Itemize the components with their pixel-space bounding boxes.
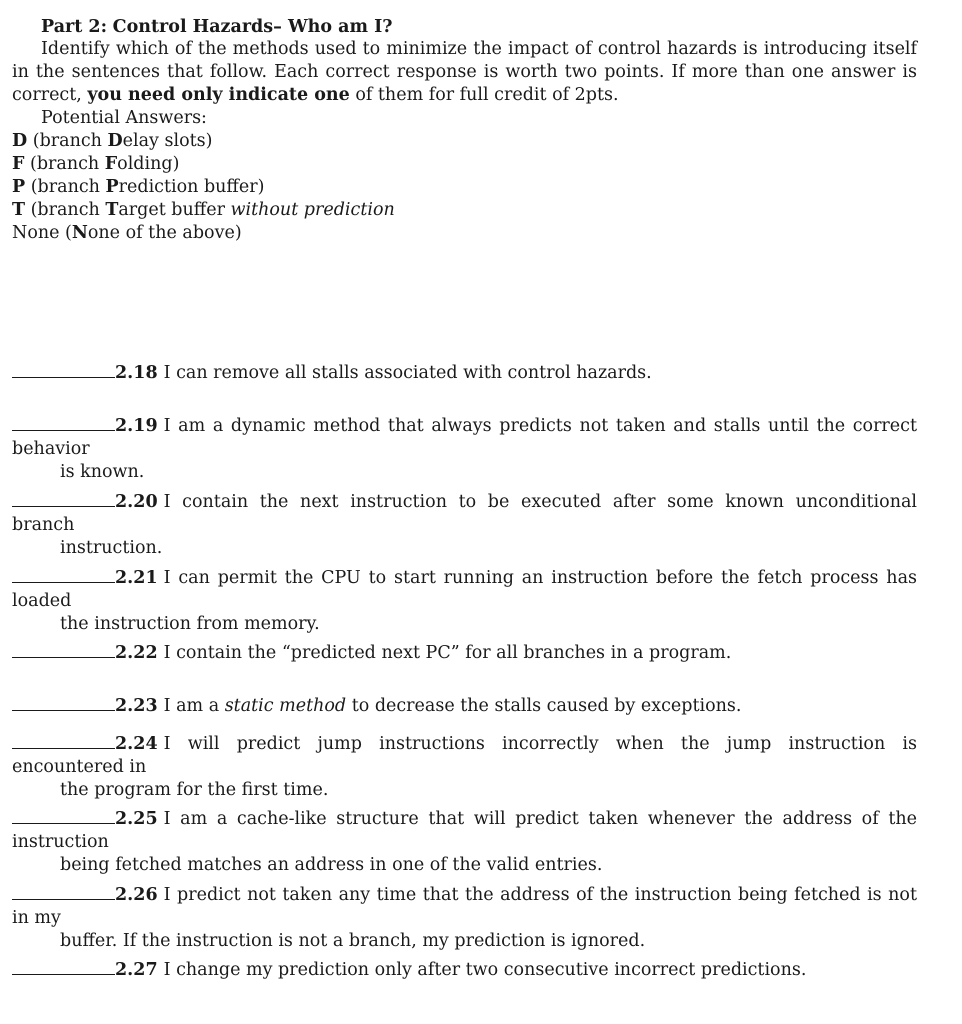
question-2-25 [12, 806, 917, 877]
question-text: to decrease the stalls caused by exceptions. [346, 696, 742, 716]
question-number: 2.21 [115, 568, 158, 588]
answer-initial: N [71, 223, 88, 243]
answer-option-none [12, 222, 917, 245]
question-text-continued: buffer. If the instruction is not a branch, my prediction is ignored. [60, 931, 646, 951]
question-number: 2.26 [115, 885, 158, 905]
question-text: I contain the “predicted next PC” for all branches in a program. [163, 643, 732, 663]
answer-initial: P [105, 177, 119, 197]
answer-blank[interactable] [12, 693, 115, 711]
answer-text: (branch [24, 154, 105, 174]
answer-text: (branch [27, 131, 108, 151]
answer-option-p [12, 176, 917, 199]
question-text-continued: the program for the first time. [60, 780, 329, 800]
section-title: Control Hazards– Who am I? [112, 17, 393, 37]
question-text: I can remove all stalls associated with control hazards. [163, 363, 652, 383]
answer-blank[interactable] [12, 360, 115, 378]
question-text-continued: is known. [60, 462, 145, 482]
answer-code: P [12, 177, 26, 197]
answer-list [12, 130, 917, 245]
part-label: Part 2: [41, 17, 108, 37]
question-text-continued: instruction. [60, 538, 163, 558]
question-number: 2.24 [115, 734, 158, 754]
question-2-21 [12, 565, 917, 636]
answer-blank[interactable] [12, 489, 115, 507]
question-2-20 [12, 489, 917, 560]
instructions-text-a: Identify which of the methods used to minimize the impact of control hazards is introducing itself in the sentences that follow. Each correct response is worth two points. If more than one answer is correct, [12, 39, 917, 105]
answer-option-d [12, 130, 917, 153]
question-text: I will predict jump instructions incorrectly when the jump instruction is encountered in [12, 734, 917, 777]
answer-italic-text: without prediction [230, 200, 395, 220]
question-number: 2.22 [115, 643, 158, 663]
question-text: I can permit the CPU to start running an instruction before the fetch process has loaded [12, 568, 917, 611]
question-text-continued: being fetched matches an address in one of the valid entries. [60, 855, 603, 875]
answer-text: (branch [25, 177, 106, 197]
question-text: I predict not taken any time that the address of the instruction being fetched is not in my [12, 885, 917, 928]
question-2-18 [12, 360, 917, 385]
answer-code: D [12, 131, 28, 151]
answer-initial: T [105, 200, 119, 220]
answer-code: T [12, 200, 26, 220]
answer-text: (branch [25, 200, 106, 220]
answer-blank[interactable] [12, 882, 115, 900]
question-text: I am a [163, 696, 225, 716]
question-text: I change my prediction only after two consecutive incorrect predictions. [163, 960, 807, 980]
question-text: I contain the next instruction to be executed after some known unconditional branch [12, 492, 917, 535]
answer-text: one of the above) [87, 223, 242, 243]
question-2-27 [12, 957, 917, 982]
question-text: I am a dynamic method that always predicts not taken and stalls until the correct behavior [12, 416, 917, 459]
answer-text: olding) [117, 154, 180, 174]
answer-option-f [12, 153, 917, 176]
question-number: 2.19 [115, 416, 158, 436]
answer-text: ( [59, 223, 72, 243]
potential-answers-label: Potential Answers: [41, 108, 207, 128]
answer-blank[interactable] [12, 565, 115, 583]
answer-blank[interactable] [12, 957, 115, 975]
question-number: 2.18 [115, 363, 158, 383]
instructions-paragraph [12, 38, 917, 107]
answer-initial: D [107, 131, 123, 151]
question-text: I am a cache-like structure that will predict taken whenever the address of the instruction [12, 809, 917, 852]
question-2-19 [12, 413, 917, 484]
question-2-22 [12, 640, 917, 665]
answer-initial: F [104, 154, 118, 174]
answer-text: arget buffer [118, 200, 231, 220]
answer-option-t [12, 199, 917, 222]
answer-blank[interactable] [12, 806, 115, 824]
question-number: 2.23 [115, 696, 158, 716]
answer-text: rediction buffer) [118, 177, 265, 197]
question-number: 2.25 [115, 809, 158, 829]
instructions-bold: you need only indicate one [87, 85, 350, 105]
question-text-continued: the instruction from memory. [60, 614, 320, 634]
answer-code: None [12, 223, 60, 243]
answer-blank[interactable] [12, 413, 115, 431]
question-italic-text: static method [224, 696, 347, 716]
question-number: 2.20 [115, 492, 158, 512]
answer-blank[interactable] [12, 731, 115, 749]
question-2-26 [12, 882, 917, 953]
document-page [12, 16, 917, 245]
section-heading [41, 16, 917, 38]
instructions-text-b: of them for full credit of 2pts. [349, 85, 619, 105]
answer-code: F [12, 154, 25, 174]
question-2-23 [12, 693, 917, 718]
question-number: 2.27 [115, 960, 158, 980]
answer-blank[interactable] [12, 640, 115, 658]
answer-text: elay slots) [122, 131, 213, 151]
question-2-24 [12, 731, 917, 802]
